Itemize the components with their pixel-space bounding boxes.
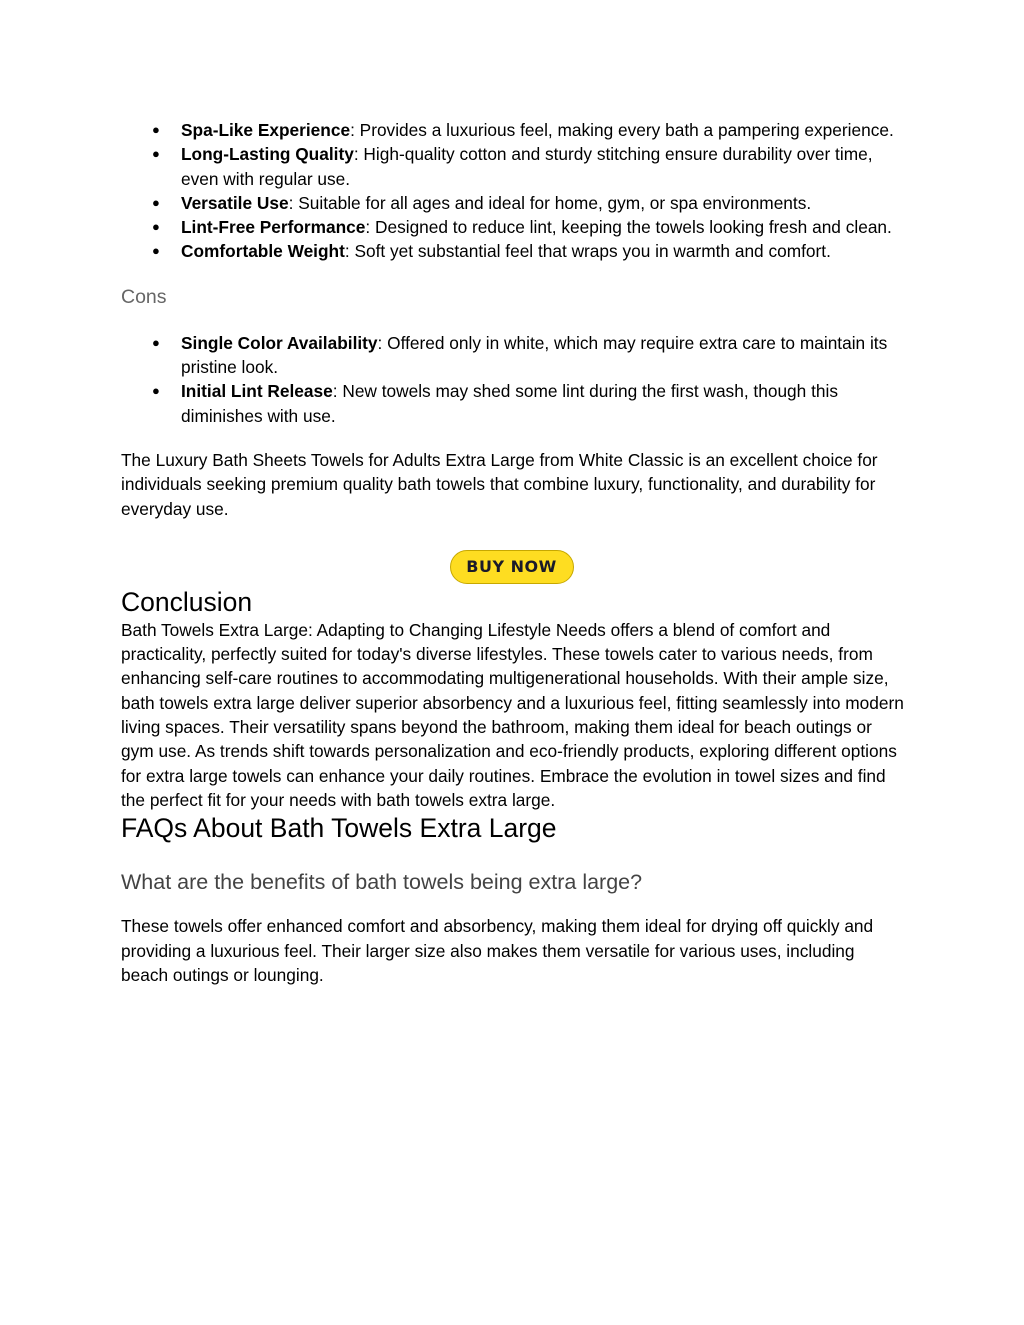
bullet-icon: ● [152, 146, 160, 162]
list-item-text: : Designed to reduce lint, keeping the towels looking fresh and clean. [365, 217, 892, 238]
list-item-text: : Offered only in white, which may require extra care to maintain its pristine look. [181, 332, 888, 378]
list-item-title: Long-Lasting Quality [181, 144, 354, 165]
list-item [121, 118, 906, 142]
list-item-title: Initial Lint Release [181, 381, 333, 402]
list-item-text: : New towels may shed some lint during the first wash, though this diminishes with use. [181, 381, 838, 426]
list-item [121, 239, 906, 263]
list-item-text: : High-quality cotton and sturdy stitching ensure durability over time, even with regular use. [181, 144, 873, 189]
list-item-text: : Provides a luxurious feel, making every bath a pampering experience. [350, 120, 894, 140]
cons-list [121, 331, 906, 428]
bullet-icon: ● [152, 194, 160, 210]
document-page [121, 118, 906, 987]
list-item [121, 379, 906, 428]
buy-now-button[interactable]: BUY NOW [450, 550, 574, 584]
list-item-text: : Soft yet substantial feel that wraps you in warmth and comfort. [344, 241, 831, 262]
list-item-title: Versatile Use [181, 192, 289, 213]
bullet-icon: ● [152, 334, 160, 350]
pros-list [121, 118, 906, 264]
list-item [121, 331, 906, 380]
list-item-title: Spa-Like Experience [181, 120, 351, 140]
summary-paragraph: The Luxury Bath Sheets Towels for Adults Extra Large from White Classic is an excellent choice for individuals seeking premium quality bath towels that combine luxury, functionality, and durability for everyday use. [121, 449, 878, 519]
faq-answer: These towels offer enhanced comfort and absorbency, making them ideal for drying off quickly and providing a luxurious feel. Their larger size also makes them versatile for various uses, including beach outings or lounging. [121, 916, 874, 985]
list-item [121, 142, 906, 191]
conclusion-heading: Conclusion [121, 586, 253, 617]
faqs-heading: FAQs About Bath Towels Extra Large [121, 813, 557, 844]
bullet-icon: ● [152, 219, 160, 235]
bullet-icon: ● [152, 122, 160, 137]
list-item-text: : Suitable for all ages and ideal for home, gym, or spa environments. [288, 192, 812, 213]
buy-now-container [121, 550, 906, 586]
list-item-title: Lint-Free Performance [181, 217, 366, 238]
bullet-icon: ● [152, 243, 160, 259]
list-item [121, 191, 906, 215]
bullet-icon: ● [152, 383, 160, 399]
list-item [121, 215, 906, 239]
list-item-title: Single Color Availability [181, 332, 378, 353]
conclusion-paragraph: Bath Towels Extra Large: Adapting to Changing Lifestyle Needs offers a blend of comfort and practicality, perfectly suited for today's diverse lifestyles. These towels cater to various needs, from enhancing self-care routines to accommodating multigenerational households. With their ample size, bath towels extra large deliver superior absorbency and a luxurious feel, fitting seamlessly into modern living spaces. Their versatility spans beyond the bathroom, making them ideal for beach outings or gym use. As trends shift towards personalization and eco-friendly products, exploring different options for extra large towels can enhance your daily routines. Embrace the evolution in towel sizes and find the perfect fit for your needs with bath towels extra large. [121, 619, 904, 810]
list-item-title: Comfortable Weight [181, 241, 345, 262]
cons-heading: Cons [121, 285, 167, 308]
faq-question: What are the benefits of bath towels being extra large? [121, 870, 643, 895]
